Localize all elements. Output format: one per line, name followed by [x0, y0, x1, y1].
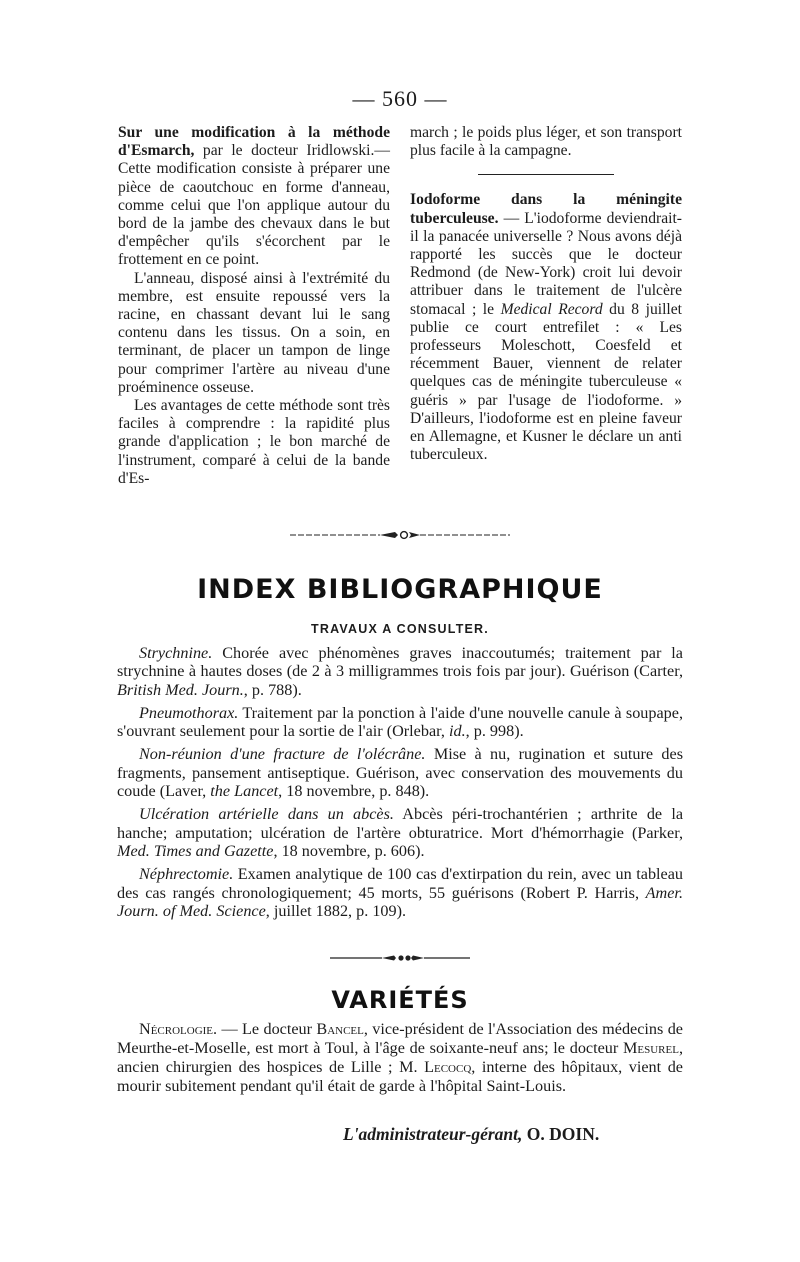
necrologie-section — [117, 1020, 683, 1096]
person-name: Bancel — [316, 1020, 364, 1038]
bibliography-entry: Pneumothorax. Traitement par la ponction à l'aide d'une nouvelle canule à soupape, s'ouvrant seulement pour la sortie de l'air (Orlebar, id., p. 998). — [117, 703, 683, 741]
signature-role: L'administrateur-gérant, — [343, 1124, 523, 1144]
person-name: Lecocq — [424, 1058, 472, 1076]
left-column — [118, 124, 390, 488]
bibliography-list — [117, 644, 683, 925]
esmarch-paragraph-3: Les avantages de cette méthode sont très faciles à comprendre : la rapidité plus grande d'application ; le bon marché de l'instrument, comparé à celui de la bande d'Es- — [118, 397, 390, 487]
person-name: Mesurel — [623, 1039, 679, 1057]
ornamental-divider-1 — [290, 530, 510, 540]
esmarch-continuation: march ; le poids plus léger, et son transport plus facile à la campagne. — [410, 124, 682, 160]
bibliography-entry: Néphrectomie. Examen analytique de 100 cas d'extirpation du rein, avec un tableau des cas rangés chronologiquement; 45 morts, 55 guérisons (Robert P. Harris, Amer. Journ. of Med. Science, juillet 1882, p. 109). — [117, 865, 683, 920]
necrologie-label: Nécrologie. — [139, 1020, 218, 1038]
iodoforme-text-b: du 8 juillet publie ce court entrefilet : « Les professeurs Moleschott, Coesfeld et récemment Bauer, viennent de relater quelques cas de méningite tuberculeuse « guéris » par l'usage de l'iodoforme. » D'ailleurs, l'iodoforme est en pleine faveur en Allemagne, et Kusner le déclare un anti tuberculeux. — [410, 300, 682, 464]
iodoforme-article-title: Iodoforme dans la méningite tuberculeuse. — [410, 191, 682, 227]
travaux-subtitle: TRAVAUX A CONSULTER. — [311, 622, 489, 636]
necrologie-paragraph: Nécrologie. — Le docteur Bancel, vice-président de l'Association des médecins de Meurthe-et-Moselle, est mort à Toul, à l'âge de soixante-neuf ans; le docteur Mesurel, ancien chirurgien des hospices de Lille ; M. Lecocq, interne des hôpitaux, vient de mourir subitement pendant qu'il était de garde à l'hôpital Saint-Louis. — [117, 1020, 683, 1095]
iodoforme-journal-name: Medical Record — [500, 300, 603, 318]
esmarch-article-intro — [118, 124, 390, 270]
bibliography-entry: Non-réunion d'une fracture de l'olécrâne. Mise à nu, rugination et suture des fragments, pansement antiseptique. Guérison, avec conservation des mouvements du coude (Laver, the Lancet, 18 novembre, p. 848). — [117, 745, 683, 801]
ornamental-divider-2 — [290, 953, 510, 963]
bibliography-entry: Ulcération artérielle dans un abcès. Abcès péri-trochantérien ; arthrite de la hanche; amputation; ulcération de l'artère obturatrice. Mort d'hémorrhagie (Parker, Med. Times and Gazette, 18 novembre, p. 606). — [117, 805, 684, 860]
signature — [343, 1124, 599, 1145]
index-bibliographique-heading: INDEX BIBLIOGRAPHIQUE — [197, 574, 603, 605]
esmarch-article-title: Sur une modification à la méthode d'Esmarch, — [118, 124, 390, 160]
bibliography-entry: Strychnine. Chorée avec phénomènes graves inaccoutumés; traitement par la strychnine à hautes doses (de 2 à 3 milligrammes trois fois par jour). Guérison (Carter, British Med. Journ., p. 788). — [117, 644, 683, 699]
page-number: — 560 — — [352, 86, 448, 111]
right-column — [410, 124, 682, 464]
esmarch-paragraph-2: L'anneau, disposé ainsi à l'extrémité du membre, est ensuite repoussé vers la racine, en chassant devant lui le sang contenu dans les tissus. On a soin, en terminant, de placer un tampon de linge pour comprimer l'artère au niveau d'une proéminence osseuse. — [118, 269, 390, 396]
iodoforme-text-a: — L'iodoforme deviendrait-il la panacée universelle ? Nous avons déjà rapporté les succès que le docteur Redmond (de New-York) croit lui devoir attribuer dans le traitement de l'ulcère stomacal ; le — [410, 209, 682, 318]
article-separator-rule — [478, 174, 614, 175]
varietes-heading: VARIÉTÉS — [331, 986, 469, 1014]
esmarch-intro-text: par le docteur Iridlowski.—Cette modification consiste à préparer une pièce de caoutchouc en forme d'anneau, comme celui que l'on applique autour du bord de la jambe des chevaux dans le but d'empêcher qu'ils s'écorchent par le frottement en ce point. — [118, 142, 390, 269]
iodoforme-article — [410, 191, 682, 464]
signature-name: O. DOIN. — [522, 1124, 600, 1144]
